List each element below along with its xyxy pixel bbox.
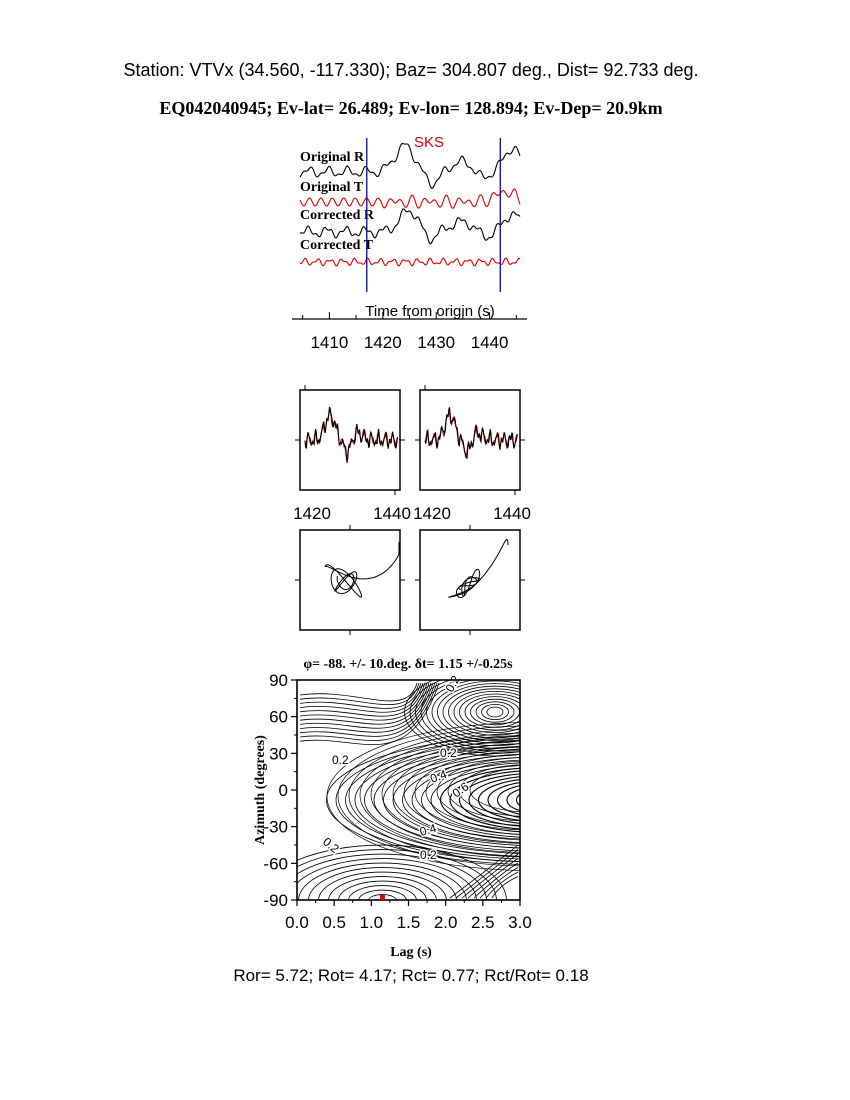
grid-title: φ= -88. +/- 10.deg. δt= 1.15 +/-0.25s bbox=[303, 657, 513, 672]
contour-label: 0.2 bbox=[320, 834, 342, 857]
contour-line bbox=[526, 792, 554, 808]
waveform-black-trace bbox=[305, 407, 397, 463]
contour-line bbox=[459, 765, 601, 817]
trace-label-original-r: Original R bbox=[300, 150, 365, 165]
y-axis-label: Azimuth (degrees) bbox=[253, 735, 268, 845]
contour-line bbox=[488, 781, 592, 819]
contour-line bbox=[449, 689, 542, 735]
phase-label: SKS bbox=[414, 134, 445, 151]
x-tick-label: 0.5 bbox=[322, 913, 346, 932]
time-axis-label: Time from origin (s) bbox=[365, 303, 495, 320]
time-tick-label: 1420 bbox=[363, 333, 402, 352]
particle-motion-panels bbox=[295, 525, 525, 635]
y-tick-label: 90 bbox=[269, 671, 288, 690]
x-tick-label: 1.5 bbox=[396, 913, 421, 932]
time-tick-label: 1440 bbox=[470, 333, 509, 352]
y-tick-label: -30 bbox=[263, 817, 288, 837]
contour-line bbox=[517, 789, 564, 810]
particle-motion-trace bbox=[325, 542, 399, 597]
y-tick-label: -90 bbox=[263, 891, 288, 910]
y-tick-label: 30 bbox=[269, 744, 288, 764]
contour-line bbox=[404, 747, 656, 839]
waveform-black-trace bbox=[425, 407, 517, 458]
contour-label: 0.4 bbox=[418, 821, 438, 839]
y-tick-label: 0 bbox=[278, 781, 288, 800]
contour-line bbox=[300, 683, 431, 728]
contour-line bbox=[471, 699, 520, 725]
energy-grid bbox=[253, 657, 754, 960]
contour-label: 0.2 bbox=[420, 848, 437, 862]
time-tick-label: 1410 bbox=[310, 333, 349, 352]
contour-label: 0.2 bbox=[442, 673, 463, 695]
contour-line bbox=[441, 768, 640, 833]
x-tick-label: 2.0 bbox=[433, 913, 458, 932]
waveform-tick-label: 1440 bbox=[373, 504, 411, 523]
contour-line bbox=[410, 671, 580, 754]
x-axis-label: Lag (s) bbox=[390, 945, 432, 960]
contour-line bbox=[487, 707, 503, 717]
contour-line bbox=[470, 768, 590, 812]
contour-line bbox=[469, 776, 611, 824]
y-tick-label: -60 bbox=[263, 854, 288, 874]
x-tick-label: 2.5 bbox=[471, 913, 495, 932]
waveform-red-trace bbox=[305, 410, 397, 458]
y-tick-label: 60 bbox=[269, 707, 288, 727]
waveform-tick-label: 1420 bbox=[293, 504, 331, 523]
contour-line bbox=[300, 683, 425, 716]
trace-label-corrected-r: Corrected R bbox=[300, 208, 374, 223]
contour-line bbox=[300, 683, 433, 732]
waveform-tick-label: 1440 bbox=[493, 504, 531, 523]
waveform-panel-frame bbox=[420, 390, 520, 490]
trace-label-original-t: Original T bbox=[300, 180, 364, 195]
particle-motion-frame bbox=[300, 530, 400, 630]
waveform-panels bbox=[293, 385, 531, 523]
ratio-line: Ror= 5.72; Rot= 4.17; Rct= 0.77; Rct/Rot= 0.18 bbox=[233, 966, 589, 985]
contour-line bbox=[355, 743, 725, 856]
grid-axes bbox=[263, 671, 531, 932]
best-fit-marker bbox=[380, 895, 385, 900]
contour-label: 0.2 bbox=[440, 746, 457, 760]
x-tick-label: 1.0 bbox=[359, 913, 384, 932]
grid-frame bbox=[297, 680, 520, 900]
contour-label: 0.2 bbox=[332, 753, 349, 767]
contour-label: 0.6 bbox=[449, 779, 472, 801]
contour-line bbox=[415, 751, 645, 835]
station-line: Station: VTVx (34.560, -117.330); Baz= 304.807 deg., Dist= 92.733 deg. bbox=[123, 60, 699, 80]
contour-label: 0.4 bbox=[428, 766, 449, 786]
corrected-t-trace bbox=[300, 258, 520, 266]
event-line: EQ042040945; Ev-lat= 26.489; Ev-lon= 128.894; Ev-Dep= 20.9km bbox=[159, 98, 663, 118]
x-tick-label: 3.0 bbox=[508, 913, 532, 932]
particle-motion-trace bbox=[449, 540, 508, 598]
time-tick-label: 1430 bbox=[417, 333, 456, 352]
trace-label-corrected-t: Corrected T bbox=[300, 238, 373, 253]
contour-line bbox=[327, 723, 733, 871]
contour-line bbox=[460, 773, 621, 827]
x-tick-label: 0.0 bbox=[285, 913, 309, 932]
seismogram-panel bbox=[292, 134, 527, 352]
contour-line bbox=[346, 741, 735, 860]
waveform-tick-label: 1420 bbox=[413, 504, 451, 523]
contour-line bbox=[300, 683, 421, 708]
contour-line bbox=[448, 761, 612, 821]
particle-motion-frame bbox=[420, 530, 520, 630]
contour-line bbox=[498, 784, 583, 816]
analysis-window-lines bbox=[367, 138, 501, 292]
